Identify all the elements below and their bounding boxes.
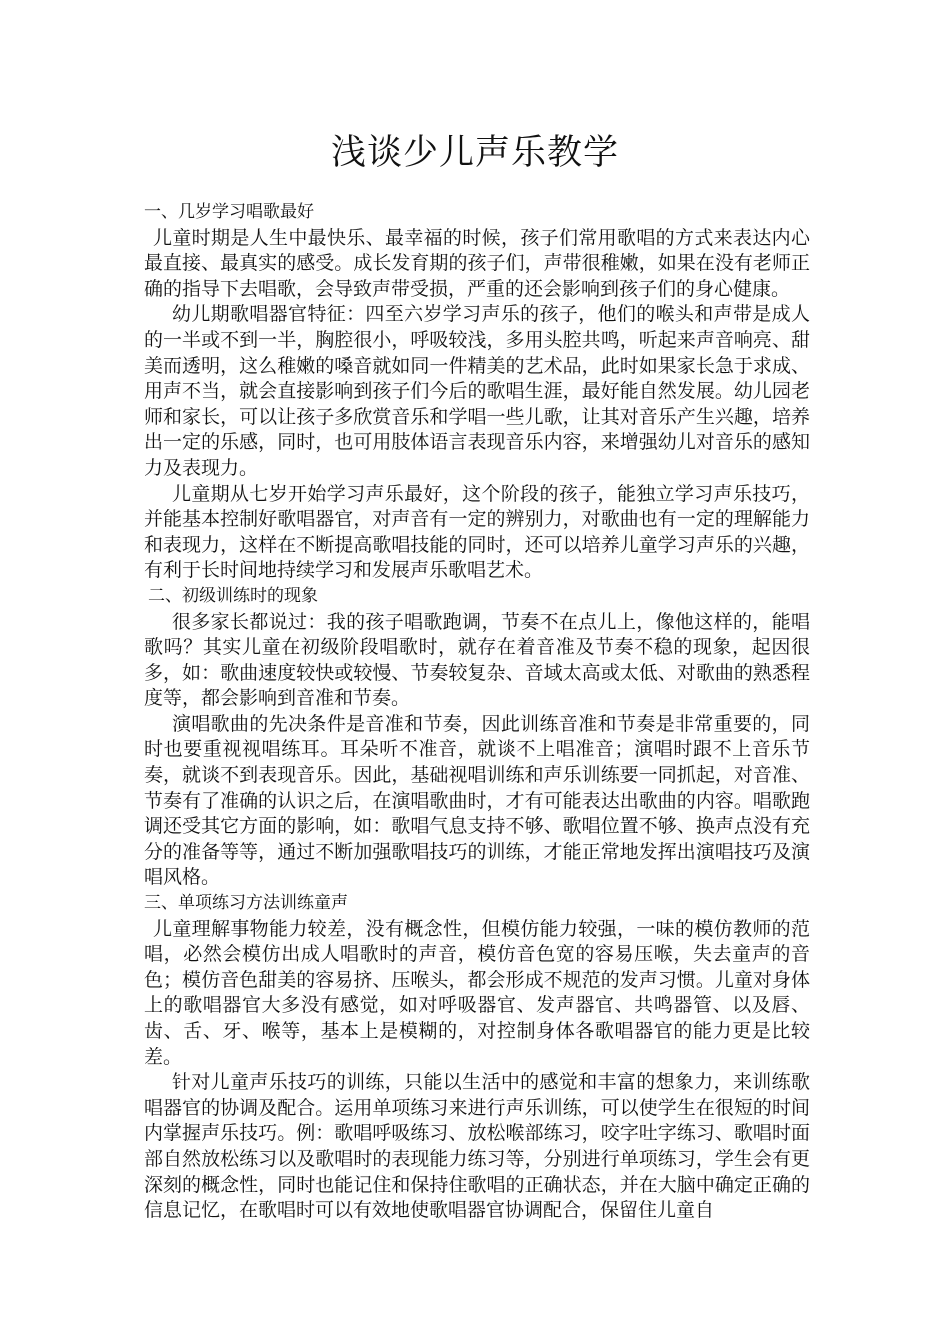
section-heading: 三、单项练习方法训练童声 <box>144 893 348 914</box>
paragraph: 幼儿期歌唱器官特征：四至六岁学习声乐的孩子，他们的喉头和声带是成人的一半或不到一半，胸腔很小，呼吸较浅，多用头腔共鸣，听起来声音响亮、甜美而透明，这么稚嫩的嗓音就如同一件精美的艺术品，此时如果家长急于求成、用声不当，就会直接影响到孩子们今后的歌唱生涯，最好能自然发展。幼儿园老师和家长，可以让孩子多欣赏音乐和学唱一些儿歌，让其对音乐产生兴趣，培养出一定的乐感，同时，也可用肢体语言表现音乐内容，来增强幼儿对音乐的感知力及表现力。 <box>144 303 810 479</box>
paragraph: 演唱歌曲的先决条件是音准和节奏，因此训练音准和节奏是非常重要的，同时也要重视视唱练耳。耳朵听不准音，就谈不上唱准音；演唱时跟不上音乐节奏，就谈不到表现音乐。因此，基础视唱训练和声乐训练要一同抓起，对音准、节奏有了准确的认识之后，在演唱歌曲时，才有可能表达出歌曲的内容。唱歌跑调还受其它方面的影响，如：歌唱气息支持不够、歌唱位置不够、换声点没有充分的准备等等，通过不断加强歌唱技巧的训练，才能正常地发挥出演唱技巧及演唱风格。 <box>144 712 810 889</box>
section-heading: 二、初级训练时的现象 <box>148 585 318 606</box>
document-title: 浅谈少儿声乐教学 <box>330 133 619 173</box>
paragraph: 很多家长都说过：我的孩子唱歌跑调，节奏不在点儿上，像他这样的，能唱歌吗？其实儿童在初级阶段唱歌时，就存在着音准及节奏不稳的现象，起因很多，如：歌曲速度较快或较慢、节奏较复杂、音域太高或太低、对歌曲的熟悉程度等，都会影响到音准和节奏。 <box>144 610 810 710</box>
paragraph: 儿童时期是人生中最快乐、最幸福的时候，孩子们常用歌唱的方式来表达内心最直接、最真实的感受。成长发育期的孩子们，声带很稚嫩，如果在没有老师正确的指导下去唱歌，会导致声带受损，严重的还会影响到孩子们的身心健康。 <box>144 226 810 300</box>
section-heading: 一、几岁学习唱歌最好 <box>144 202 314 222</box>
document-body <box>144 200 810 1224</box>
paragraph: 针对儿童声乐技巧的训练，只能以生活中的感觉和丰富的想象力，来训练歌唱器官的协调及配合。运用单项练习来进行声乐训练，可以使学生在很短的时间内掌握声乐技巧。例：歌唱呼吸练习、放松喉部练习，咬字吐字练习、歌唱时面部自然放松练习以及歌唱时的表现能力练习等，分别进行单项练习，学生会有更深刻的概念性，同时也能记住和保持住歌唱的正确状态，并在大脑中确定正确的信息记忆，在歌唱时可以有效地使歌唱器官协调配合，保留住儿童自 <box>144 1071 810 1222</box>
paragraph: 儿童期从七岁开始学习声乐最好，这个阶段的孩子，能独立学习声乐技巧，并能基本控制好歌唱器官，对声音有一定的辨别力，对歌曲也有一定的理解能力和表现力，这样在不断提高歌唱技能的同时，还可以培养儿童学习声乐的兴趣，有利于长时间地持续学习和发展声乐歌唱艺术。 <box>144 482 810 582</box>
paragraph: 儿童理解事物能力较差，没有概念性，但模仿能力较强，一味的模仿教师的范唱，必然会模仿出成人唱歌时的声音，模仿音色宽的容易压喉，失去童声的音色；模仿音色甜美的容易挤、压喉头，都会形成不规范的发声习惯。儿童对身体上的歌唱器官大多没有感觉，如对呼吸器官、发声器官、共鸣器管、以及唇、齿、舌、牙、喉等，基本上是模糊的，对控制身体各歌唱器官的能力更是比较差。 <box>144 917 810 1068</box>
